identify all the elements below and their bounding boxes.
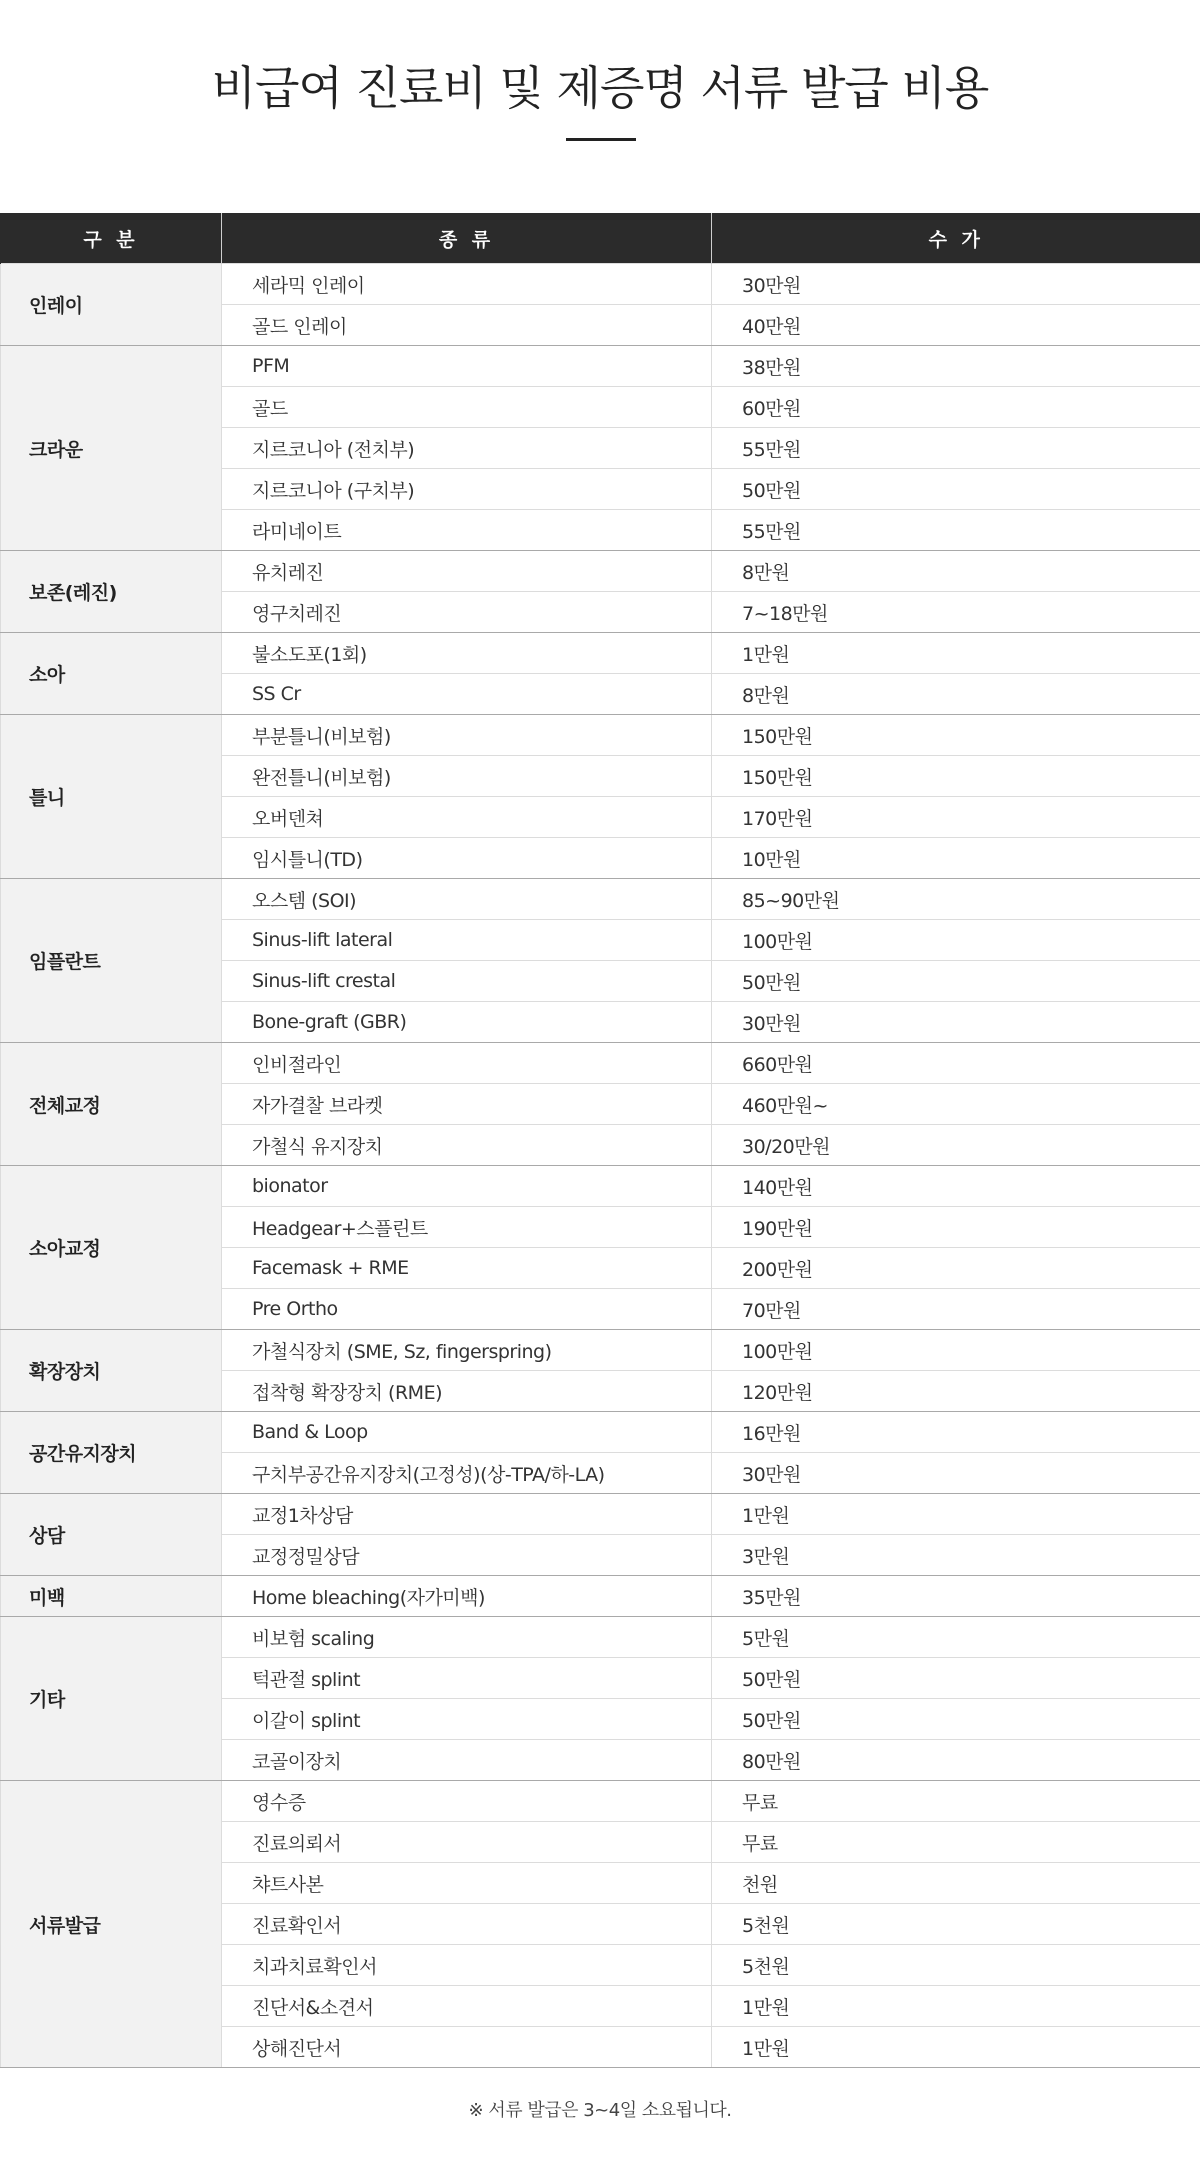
item-name-cell: Headgear+스플린트 [222,1207,712,1248]
item-price-cell: 140만원 [712,1166,1200,1207]
category-cell: 소아 [1,633,222,715]
item-name-cell: 오버덴쳐 [222,797,712,838]
item-name-cell: 진료확인서 [222,1904,712,1945]
header-type: 종 류 [222,213,712,264]
table-row [1,1617,1200,1658]
item-price-cell: 8만원 [712,674,1200,715]
category-cell: 미백 [1,1576,222,1617]
item-name-cell: 치과치료확인서 [222,1945,712,1986]
item-name-cell: 턱관절 splint [222,1658,712,1699]
table-row [1,633,1200,674]
item-name-cell: 오스템 (SOI) [222,879,712,920]
category-cell: 상담 [1,1494,222,1576]
item-name-cell: 구치부공간유지장치(고정성)(상-TPA/하-LA) [222,1453,712,1494]
item-price-cell: 100만원 [712,1330,1200,1371]
item-price-cell: 50만원 [712,961,1200,1002]
item-price-cell: 30만원 [712,1453,1200,1494]
item-name-cell: 유치레진 [222,551,712,592]
item-price-cell: 천원 [712,1863,1200,1904]
table-row [1,1494,1200,1535]
item-name-cell: 가철식 유지장치 [222,1125,712,1166]
header-price: 수 가 [712,213,1200,264]
item-price-cell: 3만원 [712,1535,1200,1576]
item-name-cell: 영구치레진 [222,592,712,633]
item-price-cell: 200만원 [712,1248,1200,1289]
item-name-cell: 접착형 확장장치 (RME) [222,1371,712,1412]
item-name-cell: 지르코니아 (전치부) [222,428,712,469]
item-name-cell: 진단서&소견서 [222,1986,712,2027]
item-price-cell: 5천원 [712,1904,1200,1945]
item-price-cell: 30만원 [712,264,1200,305]
table-row [1,264,1200,305]
item-name-cell: 교정정밀상담 [222,1535,712,1576]
item-price-cell: 460만원~ [712,1084,1200,1125]
item-name-cell: 교정1차상담 [222,1494,712,1535]
item-price-cell: 5천원 [712,1945,1200,1986]
item-price-cell: 150만원 [712,756,1200,797]
item-price-cell: 1만원 [712,2027,1200,2068]
item-price-cell: 70만원 [712,1289,1200,1330]
title-divider [566,138,636,141]
item-price-cell: 16만원 [712,1412,1200,1453]
category-cell: 전체교정 [1,1043,222,1166]
table-row [1,1330,1200,1371]
item-price-cell: 80만원 [712,1740,1200,1781]
category-cell: 확장장치 [1,1330,222,1412]
table-row [1,1576,1200,1617]
item-name-cell: 자가결찰 브라켓 [222,1084,712,1125]
item-price-cell: 30만원 [712,1002,1200,1043]
item-price-cell: 120만원 [712,1371,1200,1412]
table-body [1,264,1200,2068]
item-name-cell: 영수증 [222,1781,712,1822]
item-price-cell: 55만원 [712,428,1200,469]
item-name-cell: PFM [222,346,712,387]
item-name-cell: 골드 인레이 [222,305,712,346]
item-name-cell: 상해진단서 [222,2027,712,2068]
header-row [1,213,1200,264]
item-name-cell: 지르코니아 (구치부) [222,469,712,510]
item-price-cell: 1만원 [712,1494,1200,1535]
category-cell: 기타 [1,1617,222,1781]
item-price-cell: 55만원 [712,510,1200,551]
category-cell: 인레이 [1,264,222,346]
item-price-cell: 50만원 [712,469,1200,510]
footnote: ※ 서류 발급은 3~4일 소요됩니다. [468,2100,732,2121]
item-price-cell: 170만원 [712,797,1200,838]
item-name-cell: 완전틀니(비보험) [222,756,712,797]
fee-table [0,213,1200,2068]
item-price-cell: 100만원 [712,920,1200,961]
item-name-cell: 진료의뢰서 [222,1822,712,1863]
category-cell: 공간유지장치 [1,1412,222,1494]
item-price-cell: 1만원 [712,633,1200,674]
header-category: 구 분 [1,213,222,264]
item-name-cell: Facemask + RME [222,1248,712,1289]
item-name-cell: 가철식장치 (SME, Sz, fingerspring) [222,1330,712,1371]
item-price-cell: 7~18만원 [712,592,1200,633]
item-price-cell: 40만원 [712,305,1200,346]
item-price-cell: 50만원 [712,1699,1200,1740]
item-name-cell: 임시틀니(TD) [222,838,712,879]
item-name-cell: 인비절라인 [222,1043,712,1084]
item-price-cell: 무료 [712,1822,1200,1863]
item-name-cell: 골드 [222,387,712,428]
item-price-cell: 30/20만원 [712,1125,1200,1166]
table-row [1,1166,1200,1207]
page-title: 비급여 진료비 및 제증명 서류 발급 비용 [211,61,989,115]
table-row [1,551,1200,592]
item-name-cell: 비보험 scaling [222,1617,712,1658]
item-price-cell: 8만원 [712,551,1200,592]
item-price-cell: 660만원 [712,1043,1200,1084]
item-price-cell: 60만원 [712,387,1200,428]
item-price-cell: 38만원 [712,346,1200,387]
category-cell: 크라운 [1,346,222,551]
item-name-cell: 세라믹 인레이 [222,264,712,305]
item-price-cell: 150만원 [712,715,1200,756]
item-name-cell: 부분틀니(비보험) [222,715,712,756]
category-cell: 틀니 [1,715,222,879]
table-row [1,1781,1200,1822]
item-name-cell: Bone-graft (GBR) [222,1002,712,1043]
table-row [1,1412,1200,1453]
item-price-cell: 190만원 [712,1207,1200,1248]
category-cell: 보존(레진) [1,551,222,633]
category-cell: 서류발급 [1,1781,222,2068]
table-header [1,213,1200,264]
category-cell: 임플란트 [1,879,222,1043]
item-name-cell: 코골이장치 [222,1740,712,1781]
item-name-cell: 챠트사본 [222,1863,712,1904]
item-price-cell: 35만원 [712,1576,1200,1617]
table-row [1,715,1200,756]
item-price-cell: 85~90만원 [712,879,1200,920]
item-name-cell: Band & Loop [222,1412,712,1453]
item-price-cell: 10만원 [712,838,1200,879]
item-name-cell: Pre Ortho [222,1289,712,1330]
item-price-cell: 무료 [712,1781,1200,1822]
item-price-cell: 5만원 [712,1617,1200,1658]
table-row [1,1043,1200,1084]
item-name-cell: 라미네이트 [222,510,712,551]
table-row [1,346,1200,387]
category-cell: 소아교정 [1,1166,222,1330]
item-name-cell: Home bleaching(자가미백) [222,1576,712,1617]
item-name-cell: SS Cr [222,674,712,715]
item-price-cell: 1만원 [712,1986,1200,2027]
item-name-cell: 불소도포(1회) [222,633,712,674]
item-name-cell: bionator [222,1166,712,1207]
item-price-cell: 50만원 [712,1658,1200,1699]
item-name-cell: Sinus-lift lateral [222,920,712,961]
table-row [1,879,1200,920]
item-name-cell: 이갈이 splint [222,1699,712,1740]
item-name-cell: Sinus-lift crestal [222,961,712,1002]
